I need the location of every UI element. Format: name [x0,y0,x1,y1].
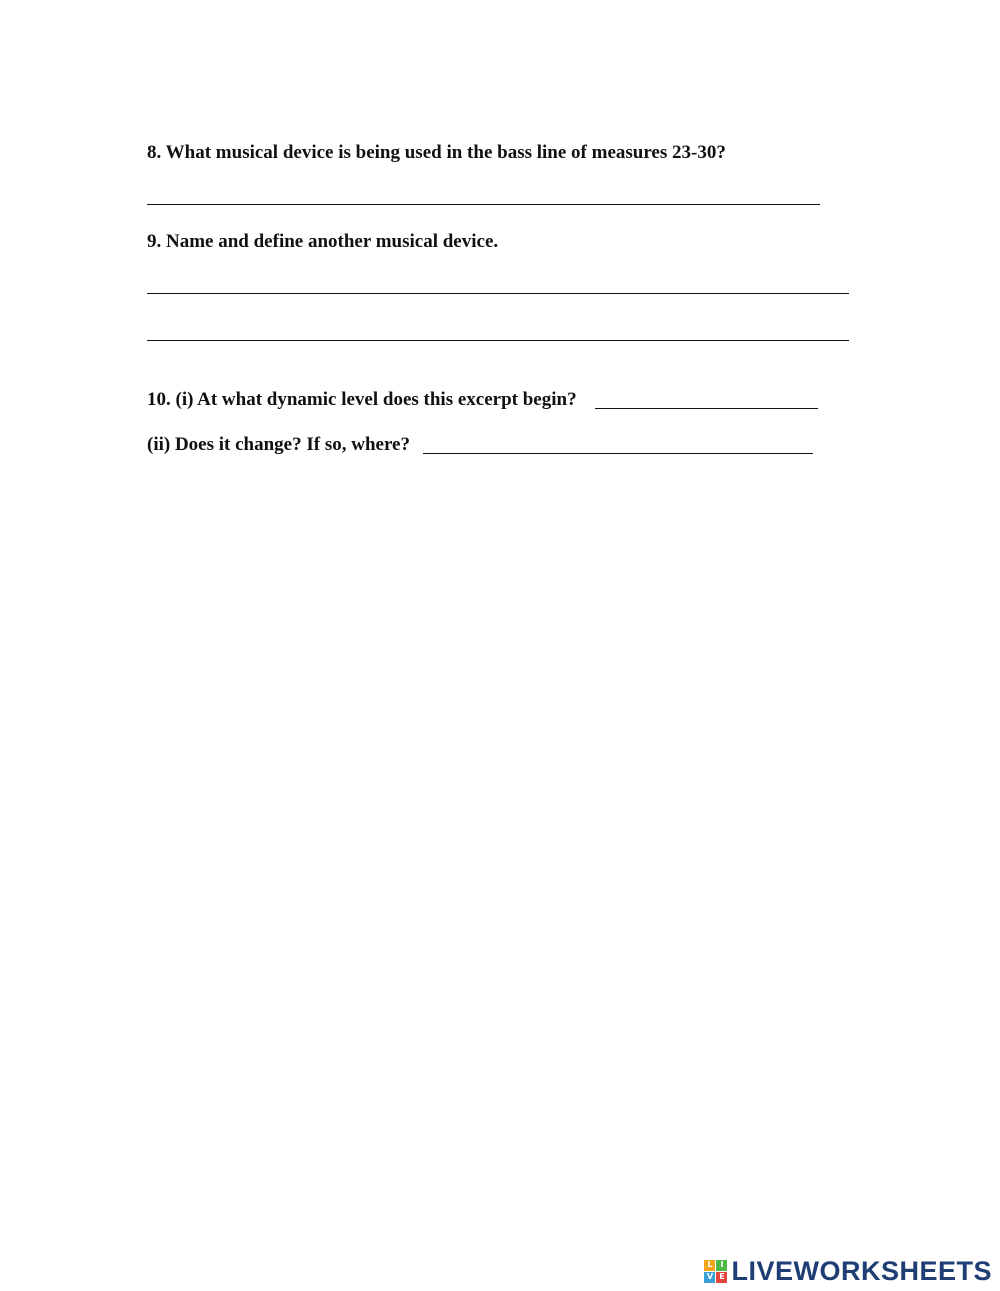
logo-text: LIVEWORKSHEETS [731,1255,992,1286]
question-10-part-i-text: 10. (i) At what dynamic level does this excerpt begin? [147,389,577,410]
question-10-part-i-answer-line[interactable] [595,408,818,409]
logo-block-l: L [704,1260,715,1271]
question-9-answer-line-1[interactable] [147,293,849,294]
question-10-part-ii-answer-line[interactable] [423,453,813,454]
question-10-part-ii-text: (ii) Does it change? If so, where? [147,434,410,455]
logo-blocks-icon [704,1260,727,1283]
question-9-answer-line-2[interactable] [147,340,849,341]
logo-block-v: V [704,1272,715,1283]
question-9-text: 9. Name and define another musical device. [147,231,499,252]
logo-block-i: I [716,1260,727,1271]
question-8-answer-line[interactable] [147,204,820,205]
question-8-text: 8. What musical device is being used in the bass line of measures 23-30? [147,142,726,163]
liveworksheets-logo [704,1256,992,1286]
logo-block-e: E [716,1272,727,1283]
